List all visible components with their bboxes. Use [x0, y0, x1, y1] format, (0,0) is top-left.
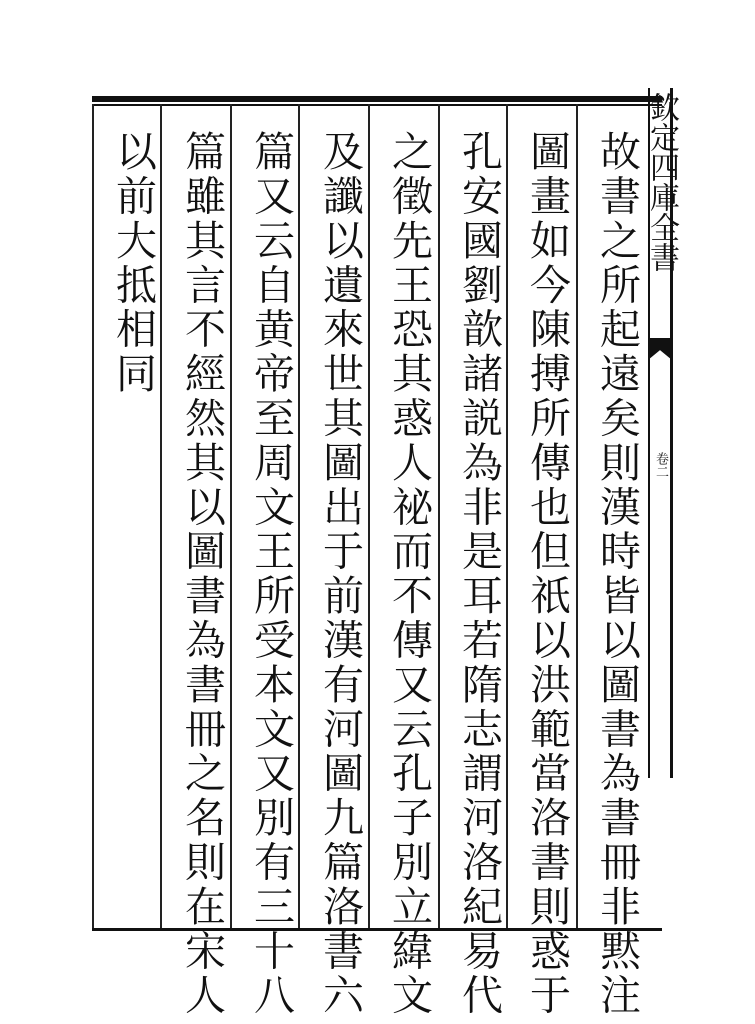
- text-column-7: 篇雖其言不經然其以圖書為書冊之名則在宋人: [178, 130, 226, 1018]
- text-column-4: 之徵先王恐其惑人祕而不傳又云孔子別立緯文: [385, 130, 433, 1018]
- text-column-3: 孔安國劉歆諸説為非是耳若隋志謂河洛紀易代: [455, 130, 503, 1018]
- column-divider: [368, 104, 370, 930]
- column-divider: [160, 104, 162, 930]
- column-divider: [298, 104, 300, 930]
- top-border-rule: [92, 96, 662, 102]
- text-column-1: 故書之所起遠矣則漢時皆以圖書為書冊非黙注: [593, 130, 641, 1018]
- column-divider: [438, 104, 440, 930]
- margin-book-title: 欽定四庫全書: [644, 92, 679, 272]
- text-column-5: 及讖以遺來世其圖出于前漢有河圖九篇洛書六: [316, 130, 364, 1018]
- column-divider: [92, 104, 94, 930]
- text-column-6: 篇又云自黄帝至周文王所受本文又別有三十八: [247, 130, 295, 1018]
- text-column-2: 圖畫如今陳搏所傳也但祇以洪範當洛書則惑于: [523, 130, 571, 1018]
- column-divider: [576, 104, 578, 930]
- margin-juan-label: 卷二: [653, 452, 668, 478]
- column-divider: [230, 104, 232, 930]
- column-divider: [506, 104, 508, 930]
- text-column-8: 以前大抵相同: [109, 130, 157, 397]
